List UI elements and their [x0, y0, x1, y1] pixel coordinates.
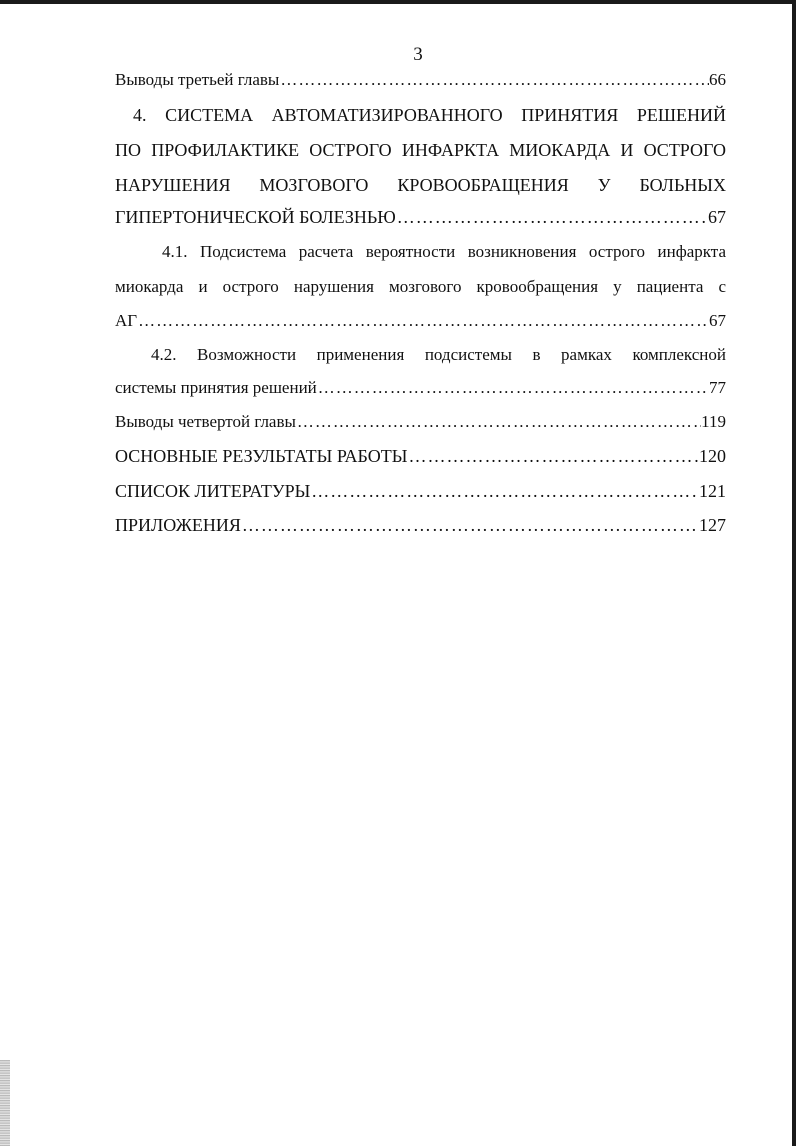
toc-leader-dots [297, 410, 701, 434]
toc-entry-conclusions-ch3[interactable] [115, 68, 726, 92]
section4-2-title-line-1: 4.2. Возможности применения подсистемы в рамках комплексной [151, 345, 726, 364]
toc-entry-title: Выводы четвертой главы [115, 412, 296, 431]
toc-entry-section4-1[interactable] [115, 309, 726, 333]
toc-entry-main-results[interactable] [115, 444, 726, 468]
toc-entry-page: 119 [701, 412, 726, 431]
toc-entry-conclusions-ch4[interactable] [115, 410, 726, 434]
chapter4-title-line-1: 4. СИСТЕМА АВТОМАТИЗИРОВАННОГО ПРИНЯТИЯ РЕШЕНИЙ [133, 105, 726, 125]
page-number: 3 [413, 44, 423, 65]
scan-border-right [792, 0, 796, 1146]
toc-entry-appendices[interactable] [115, 513, 726, 537]
scan-edge-artifact [0, 1060, 10, 1146]
toc-leader-dots [242, 513, 699, 537]
toc-entry-page: 127 [699, 515, 726, 535]
toc-entry-references[interactable] [115, 479, 726, 503]
toc-entry-title: ОСНОВНЫЕ РЕЗУЛЬТАТЫ РАБОТЫ [115, 446, 408, 466]
toc-entry-page: 67 [708, 207, 726, 227]
toc-entry-title: АГ [115, 311, 138, 330]
toc-leader-dots [318, 376, 709, 400]
toc-entry-title: СПИСОК ЛИТЕРАТУРЫ [115, 481, 311, 501]
toc-entry-page: 77 [709, 378, 726, 397]
toc-leader-dots [138, 309, 709, 333]
toc-entry-page: 66 [709, 70, 726, 89]
scan-border-top [0, 0, 796, 4]
chapter4-title-line-2: ПО ПРОФИЛАКТИКЕ ОСТРОГО ИНФАРКТА МИОКАРДА И ОСТРОГО [115, 140, 726, 160]
section4-1-title-line-1: 4.1. Подсистема расчета вероятности возникновения острого инфаркта [162, 242, 726, 261]
section4-1-title-line-2: миокарда и острого нарушения мозгового кровообращения у пациента с [115, 277, 726, 296]
toc-entry-chapter4[interactable] [115, 205, 726, 229]
toc-entry-page: 121 [699, 481, 726, 501]
toc-entry-page: 120 [699, 446, 726, 466]
toc-entry-title: системы принятия решений [115, 378, 317, 397]
toc-leader-dots [311, 479, 699, 503]
toc-entry-title: ПРИЛОЖЕНИЯ [115, 515, 241, 535]
toc-leader-dots [397, 205, 708, 229]
toc-entry-title: Выводы третьей главы [115, 70, 280, 89]
toc-leader-dots [408, 444, 699, 468]
toc-entry-section4-2[interactable] [115, 376, 726, 400]
chapter4-title-line-3: НАРУШЕНИЯ МОЗГОВОГО КРОВООБРАЩЕНИЯ У БОЛЬНЫХ [115, 175, 726, 195]
toc-leader-dots [280, 68, 709, 92]
toc-entry-title: ГИПЕРТОНИЧЕСКОЙ БОЛЕЗНЬЮ [115, 207, 396, 227]
toc-entry-page: 67 [709, 311, 726, 330]
